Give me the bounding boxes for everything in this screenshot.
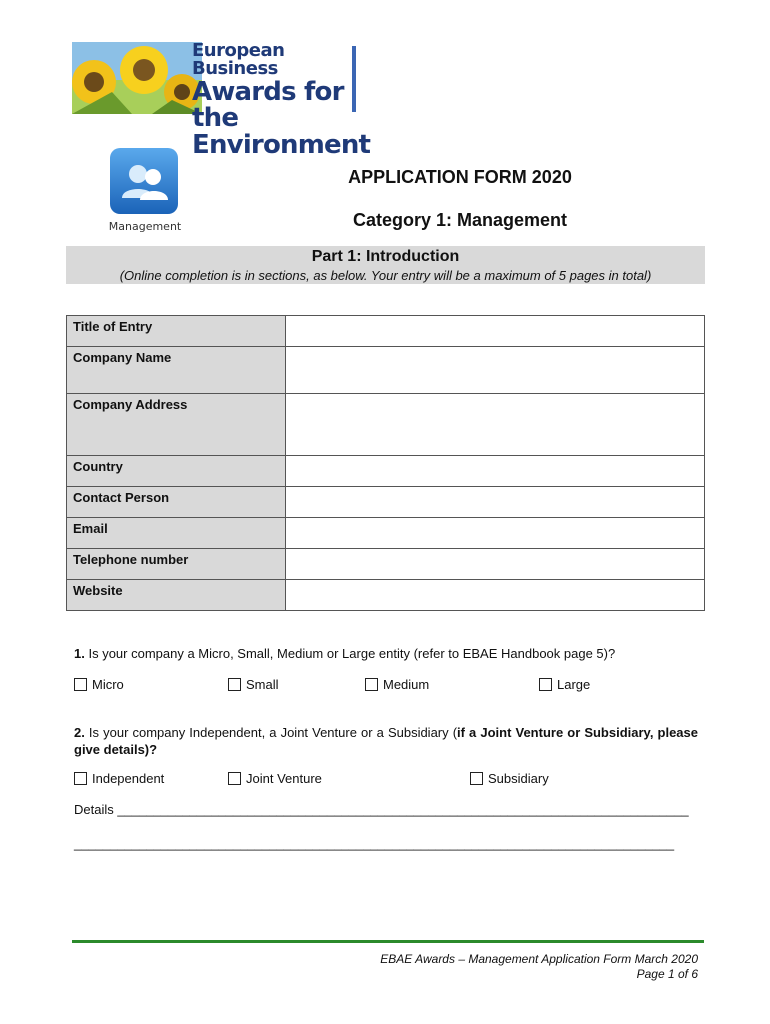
field-label: Telephone number — [67, 549, 286, 580]
checkbox-square[interactable] — [74, 772, 87, 785]
checkbox-label: Medium — [383, 677, 430, 692]
website-field[interactable] — [286, 580, 705, 611]
field-label: Company Address — [67, 394, 286, 456]
checkbox-square[interactable] — [74, 678, 87, 691]
question-2-text: Is your company Independent, a Joint Venture or a Subsidiary ( — [88, 725, 458, 740]
sunflower-logo-icon — [72, 42, 202, 114]
field-label: Email — [67, 518, 286, 549]
email-field[interactable] — [286, 518, 705, 549]
intro-section — [66, 246, 705, 284]
checkbox-medium[interactable] — [365, 677, 429, 692]
checkbox-label: Joint Venture — [246, 771, 322, 786]
question-2 — [74, 724, 698, 758]
question-1-text: Is your company a Micro, Small, Medium or Large entity (refer to EBAE Handbook page 5)? — [88, 646, 616, 661]
field-label: Contact Person — [67, 487, 286, 518]
ebae-logo — [72, 40, 371, 160]
checkbox-square[interactable] — [365, 678, 378, 691]
table-row — [67, 347, 705, 394]
question-2-bold-text: if a Joint Venture or Subsidiary, please give details)? — [74, 725, 698, 757]
checkbox-small[interactable] — [228, 677, 279, 692]
field-label: Company Name — [67, 347, 286, 394]
table-row — [67, 316, 705, 347]
entry-details-table — [66, 315, 705, 611]
table-row — [67, 518, 705, 549]
intro-note: (Online completion is in sections, as below. Your entry will be a maximum of 5 pages in total) — [119, 268, 652, 283]
category-title: Category 1: Management — [352, 210, 568, 230]
details-field[interactable] — [74, 802, 689, 817]
page-footer — [380, 952, 698, 982]
table-row — [67, 394, 705, 456]
title-of-entry-field[interactable] — [286, 316, 705, 347]
logo-wordmark — [192, 42, 370, 158]
form-title: APPLICATION FORM 2020 — [348, 167, 572, 187]
checkbox-square[interactable] — [228, 678, 241, 691]
country-field[interactable] — [286, 456, 705, 487]
checkbox-label: Independent — [92, 771, 165, 786]
checkbox-square[interactable] — [470, 772, 483, 785]
footer-title: EBAE Awards – Management Application Form March 2020 — [380, 952, 698, 966]
checkbox-micro[interactable] — [74, 677, 124, 692]
question-1-number: 1. — [74, 646, 85, 661]
field-label: Title of Entry — [67, 316, 286, 347]
checkbox-large[interactable] — [539, 677, 590, 692]
question-2-number: 2. — [74, 725, 85, 740]
checkbox-label: Micro — [92, 677, 124, 692]
logo-line-3: Environment — [192, 130, 371, 160]
checkbox-joint-venture[interactable] — [228, 771, 322, 786]
field-label: Website — [67, 580, 286, 611]
field-label: Country — [67, 456, 286, 487]
table-row — [67, 487, 705, 518]
checkbox-square[interactable] — [539, 678, 552, 691]
company-name-field[interactable] — [286, 347, 705, 394]
details-line-2[interactable]: ___________________________________________________________________________________ — [74, 836, 675, 851]
checkbox-label: Large — [557, 677, 591, 692]
company-address-field[interactable] — [286, 394, 705, 456]
logo-line-2: Awards for the — [192, 77, 344, 133]
footer-divider — [72, 940, 704, 943]
table-row — [67, 580, 705, 611]
checkbox-label: Small — [246, 677, 279, 692]
question-1 — [74, 646, 615, 661]
page-number: Page 1 of 6 — [636, 967, 698, 981]
category-icon-label: Management — [108, 220, 182, 233]
logo-line-1: European Business — [192, 40, 285, 79]
details-label: Details — [74, 802, 114, 817]
contact-person-field[interactable] — [286, 487, 705, 518]
people-icon — [108, 146, 180, 218]
checkbox-square[interactable] — [228, 772, 241, 785]
checkbox-independent[interactable] — [74, 771, 164, 786]
table-row — [67, 456, 705, 487]
logo-divider — [352, 46, 356, 112]
checkbox-subsidiary[interactable] — [470, 771, 549, 786]
checkbox-label: Subsidiary — [488, 771, 549, 786]
table-row — [67, 549, 705, 580]
details-line[interactable]: _______________________________________________________________________________ — [117, 802, 689, 817]
telephone-field[interactable] — [286, 549, 705, 580]
intro-heading: Part 1: Introduction — [311, 248, 460, 265]
